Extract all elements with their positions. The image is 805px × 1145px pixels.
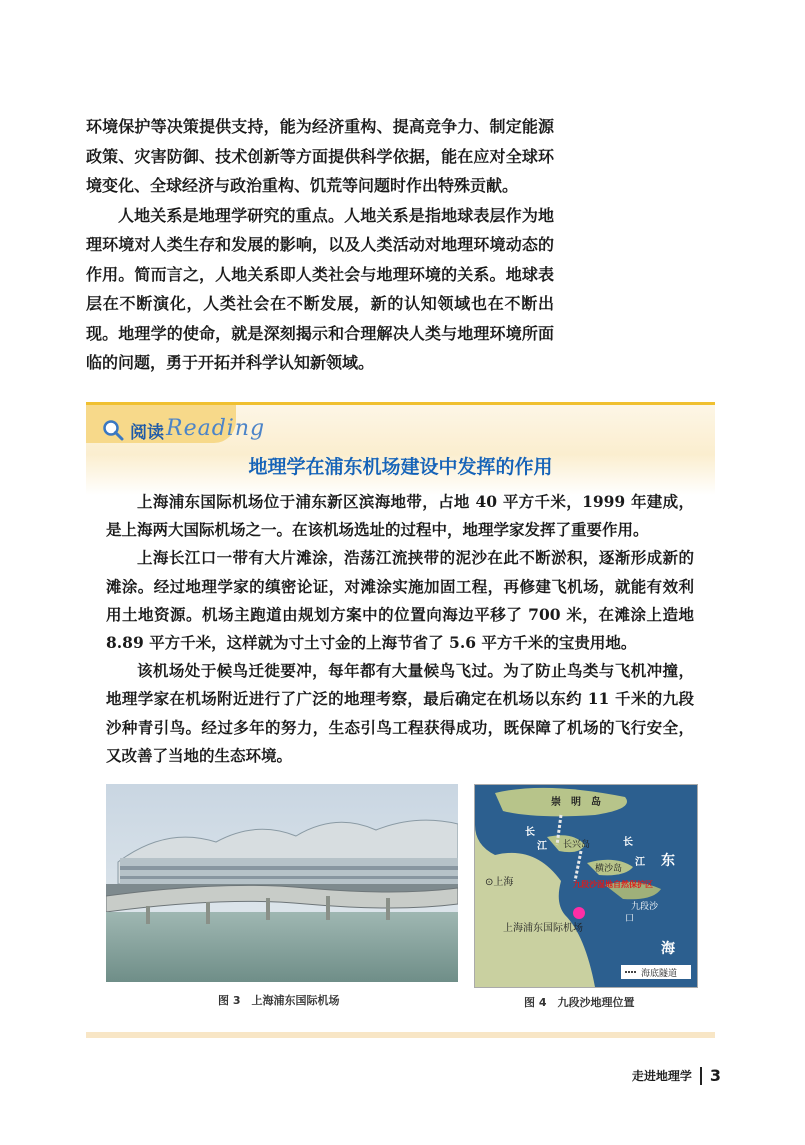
figure-3-caption: 图 3 上海浦东国际机场 bbox=[218, 994, 340, 1007]
map-label-jiangkou-jiang: 江 bbox=[635, 857, 645, 868]
intro-paragraph-1: 环境保护等决策提供支持，能为经济重构、提高竞争力、制定能源政策、灾害防御、技术创新等方面提供科学依据，能在应对全球环境变化、全球经济与政治重构、饥荒等问题时作出特殊贡献。 bbox=[86, 117, 554, 195]
map-label-changjiang-left: 长 bbox=[525, 827, 535, 838]
map-label-changjiang-left2: 江 bbox=[537, 841, 547, 852]
bottom-divider bbox=[86, 1032, 715, 1038]
figure-4-caption: 图 4 九段沙地理位置 bbox=[524, 996, 635, 1009]
map-legend-tunnel: 海底隧道 bbox=[641, 969, 678, 979]
reading-paragraph-3: 该机场处于候鸟迁徙要冲，每年都有大量候鸟飞过。为了防止鸟类与飞机冲撞，地理学家在机场附近进行了广泛的地理考察，最后确定在机场以东约 11 千米的九段沙种青引鸟。经过多年的努力，生态引鸟工程获得成功，既保障了机场的飞行安全，又改善了当地的生态环境。 bbox=[106, 661, 694, 765]
map-label-airport: 上海浦东国际机场 bbox=[503, 923, 583, 934]
airport-photo bbox=[106, 784, 458, 982]
map-label-changjiang-right: 长 bbox=[623, 837, 633, 848]
magnifier-icon bbox=[102, 419, 124, 441]
intro-paragraph-2: 人地关系是地理学研究的重点。人地关系是指地球表层作为地理环境对人类生存和发展的影响，以及人类活动对地理环境动态的作用。简而言之，人地关系即人类社会与地理环境的关系。地球表层在不断演化，人类社会在不断发展，新的认知领域也在不断出现。地理学的使命，就是深刻揭示和合理解决人类与地理环境所面临的问题，勇于开拓并科学认知新领域。 bbox=[86, 205, 554, 372]
map-label-reserve: 九段沙湿地自然保护区 bbox=[573, 880, 653, 889]
jiuduansha-map bbox=[474, 784, 698, 988]
reading-paragraph-2: 上海长江口一带有大片滩涂，浩荡江流挟带的泥沙在此不断淤积，逐渐形成新的滩涂。经过地理学家的缜密论证，对滩涂实施加固工程，再修建飞机场，就能有效利用土地资源。机场主跑道由规划方案中的位置向海边平移了 700 米，在滩涂上造地 8.89 平方千米，这样就为寸土寸金的上海节省了 5.6 平方千米的宝贵用地。 bbox=[106, 548, 694, 653]
map-label-hai: 海 bbox=[661, 941, 675, 957]
reading-title: 地理学在浦东机场建设中发挥的作用 bbox=[248, 456, 553, 478]
map-label-chongming: 崇 明 岛 bbox=[551, 797, 601, 808]
reading-label-en: Reading bbox=[166, 416, 266, 441]
reading-box bbox=[86, 402, 715, 495]
page-footer bbox=[632, 1066, 721, 1085]
reading-paragraph-1: 上海浦东国际机场位于浦东新区滨海地带，占地 40 平方千米，1999 年建成，是上海两大国际机场之一。在该机场选址的过程中，地理学家发挥了重要作用。 bbox=[106, 492, 694, 540]
map-label-kou: 口 bbox=[625, 914, 635, 924]
map-label-shanghai: ⊙上海 bbox=[485, 877, 514, 888]
reading-label-cn: 阅读 bbox=[130, 423, 164, 443]
chapter-name: 走进地理学 bbox=[631, 1069, 692, 1083]
footer-separator bbox=[700, 1067, 702, 1085]
map-label-dong: 东 bbox=[661, 853, 675, 869]
map-label-changxing: 长兴岛 bbox=[563, 840, 591, 850]
map-label-hengsha: 横沙岛 bbox=[595, 864, 623, 874]
page-number: 3 bbox=[709, 1066, 721, 1085]
map-label-jiuduansha: 九段沙 bbox=[631, 902, 659, 912]
reading-body bbox=[106, 488, 694, 770]
intro-text bbox=[86, 112, 554, 378]
